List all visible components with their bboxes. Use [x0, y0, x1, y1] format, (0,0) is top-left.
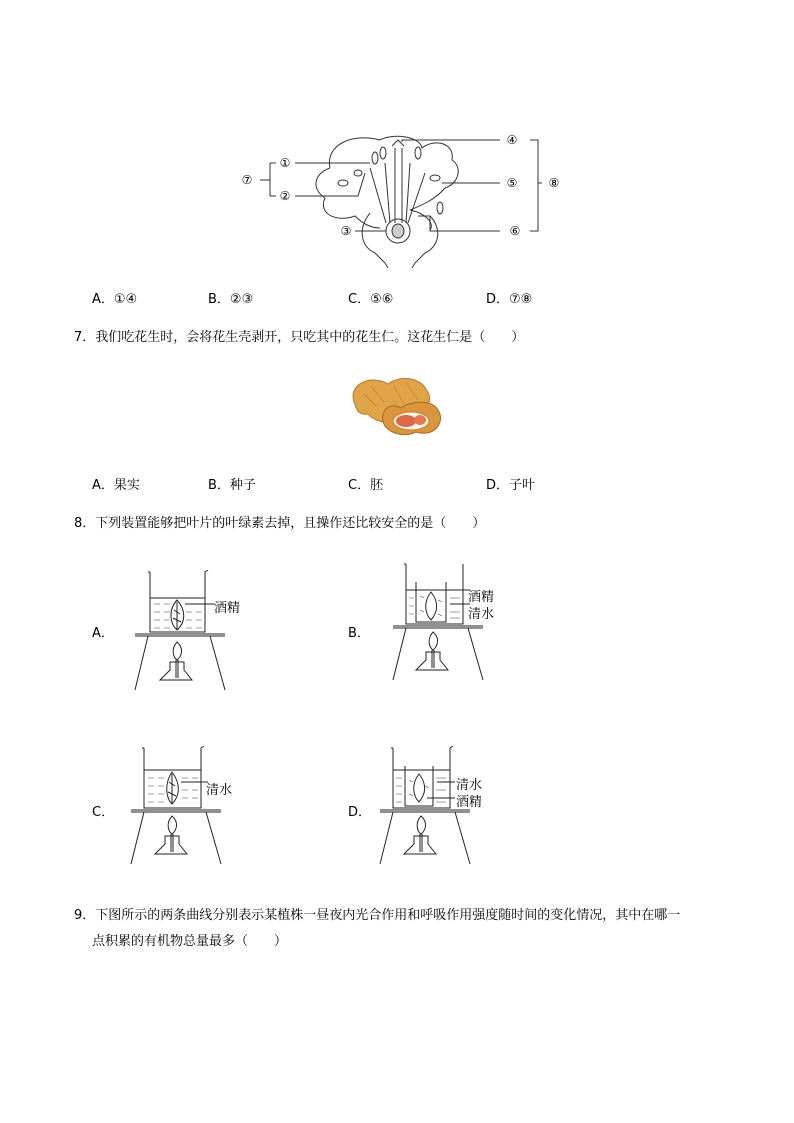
label-3: ③	[340, 224, 352, 238]
q9-stem-line1: 9．下图所示的两条曲线分别表示某植株一昼夜内光合作用和呼吸作用强度随时间的变化情况，其中在哪一	[74, 908, 681, 923]
label-1: ①	[279, 156, 291, 170]
label-4: ④	[506, 133, 518, 147]
q7-option-a[interactable]: A．果实	[92, 478, 140, 493]
q7-option-d[interactable]: D．子叶	[486, 478, 536, 493]
flower-structure-diagram	[230, 128, 570, 268]
q8-stem: 8．下列装置能够把叶片的叶绿素去掉，且操作还比较安全的是（ ）	[74, 516, 486, 531]
apparatus-a	[130, 570, 230, 692]
q9-stem-line2: 点积累的有机物总量最多（ ）	[92, 934, 288, 949]
d-label-alcohol: 酒精	[456, 795, 483, 810]
q7-stem: 7．我们吃花生时，会将花生壳剥开，只吃其中的花生仁。这花生仁是（ ）	[74, 330, 525, 345]
q6-option-d[interactable]: D．⑦⑧	[486, 292, 533, 307]
apparatus-c	[126, 746, 226, 868]
q8-option-b[interactable]: B．	[348, 626, 370, 641]
b-label-water: 清水	[468, 607, 495, 622]
label-2: ②	[279, 189, 291, 203]
label-7: ⑦	[241, 173, 253, 187]
q8-option-c[interactable]: C．	[92, 805, 115, 820]
label-5: ⑤	[506, 176, 518, 190]
label-8: ⑧	[548, 176, 560, 190]
label-6: ⑥	[509, 224, 521, 238]
q7-option-b[interactable]: B．种子	[208, 478, 256, 493]
d-label-water: 清水	[456, 778, 483, 793]
q8-option-a[interactable]: A．	[92, 626, 114, 641]
q6-option-b[interactable]: B．②③	[208, 292, 254, 307]
peanut-image	[346, 374, 446, 442]
apparatus-b	[388, 562, 488, 684]
q6-option-c[interactable]: C．⑤⑥	[348, 292, 394, 307]
b-label-alcohol: 酒精	[468, 590, 495, 605]
q8-option-d[interactable]: D．	[348, 805, 372, 820]
q6-option-a[interactable]: A．①④	[92, 292, 138, 307]
a-label-alcohol: 酒精	[214, 601, 241, 616]
q7-option-c[interactable]: C．胚	[348, 478, 384, 493]
c-label-water: 清水	[206, 783, 233, 798]
